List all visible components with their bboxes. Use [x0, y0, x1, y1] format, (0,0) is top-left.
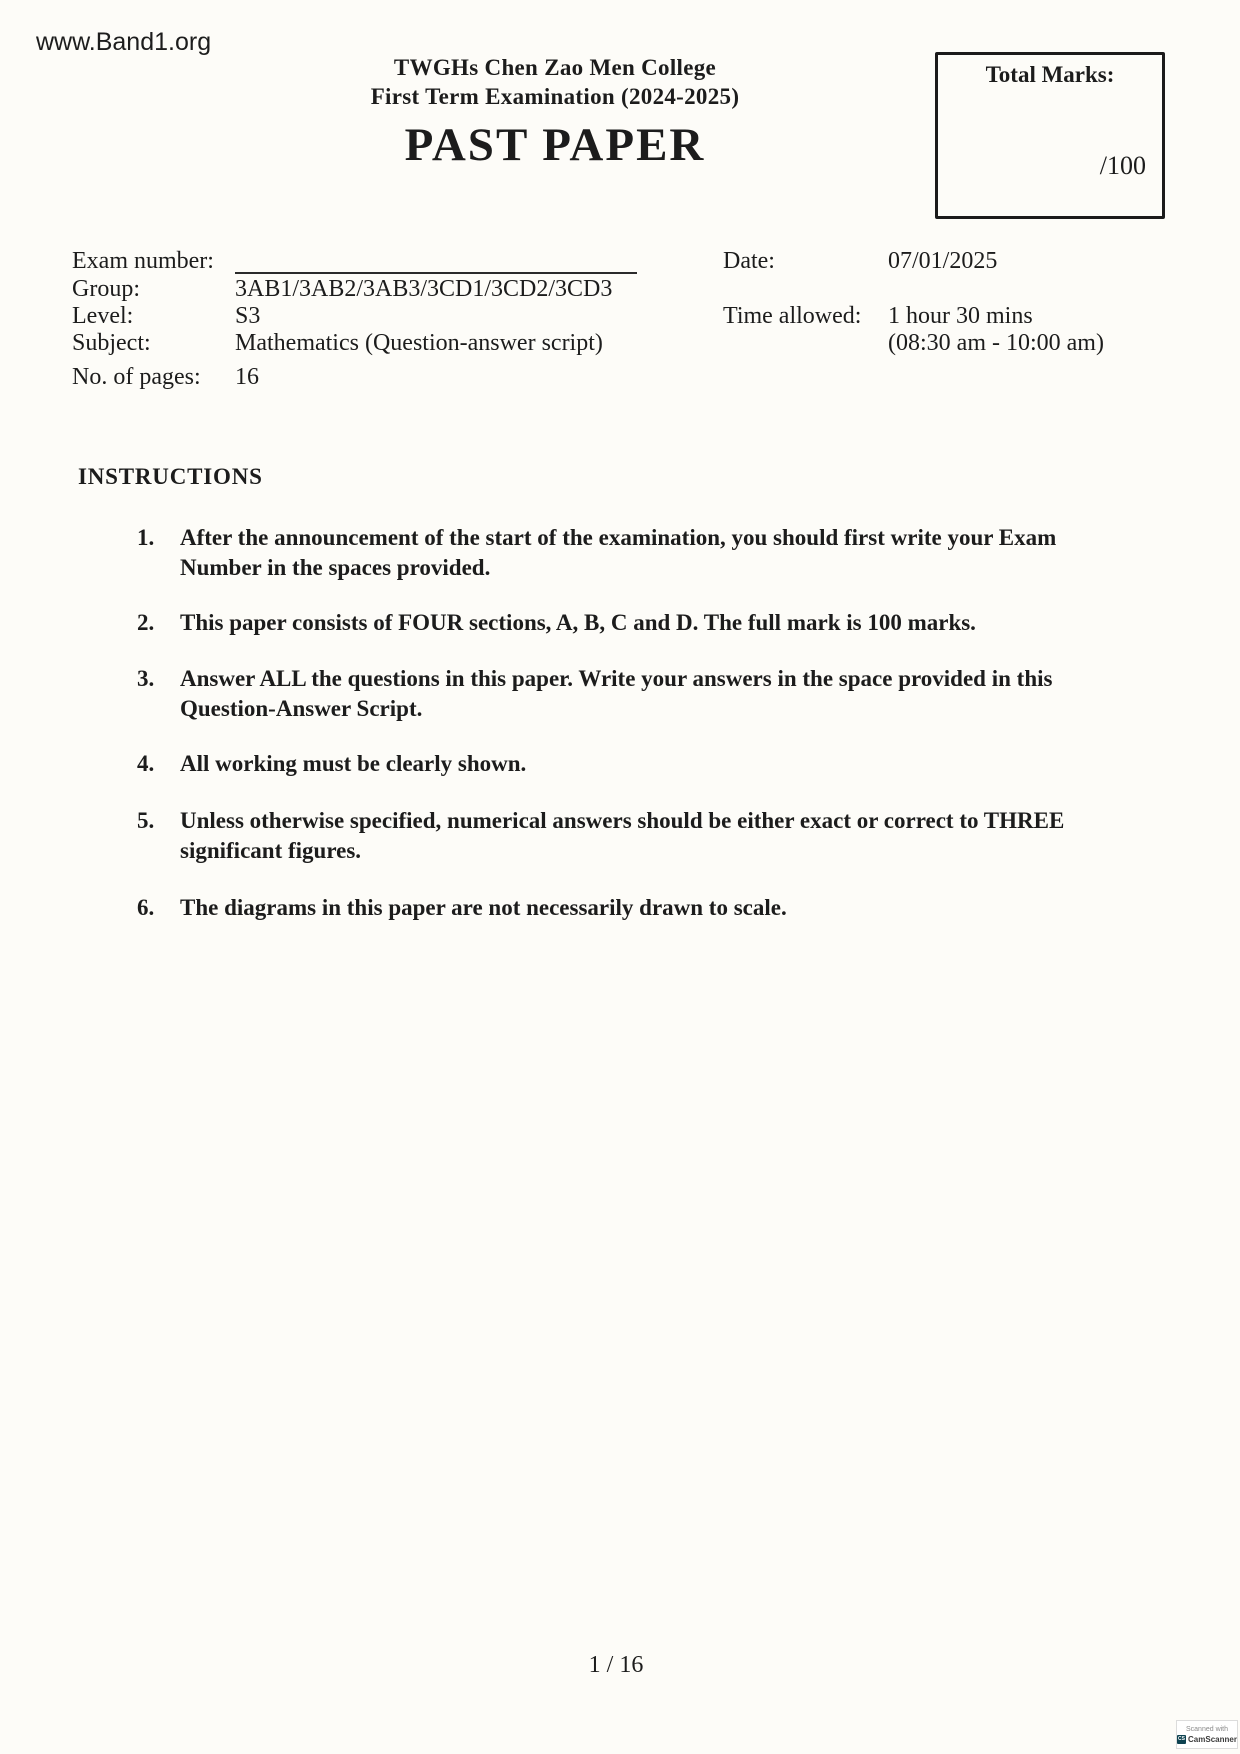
instruction-number: 6. [137, 895, 155, 920]
camscanner-icon: CS [1178, 1736, 1185, 1742]
instruction-number: 4. [137, 751, 155, 776]
instruction-text: Number in the spaces provided. [180, 555, 491, 580]
instructions-heading: INSTRUCTIONS [78, 464, 263, 489]
date-label: Date: [723, 248, 775, 274]
time-allowed-label: Time allowed: [723, 303, 862, 329]
level-label: Level: [72, 303, 134, 329]
pages-label: No. of pages: [72, 364, 201, 390]
instruction-item-6 [137, 893, 787, 923]
total-marks-value: /100 [1099, 151, 1146, 180]
instruction-item-4 [137, 749, 526, 779]
instruction-text: After the announcement of the start of the examination, you should first write your Exam [180, 525, 1057, 550]
group-label: Group: [72, 276, 140, 302]
time-allowed-range: (08:30 am - 10:00 am) [888, 330, 1104, 356]
scanned-with-label: Scanned with [1185, 1725, 1229, 1733]
instruction-text: significant figures. [180, 838, 362, 863]
group-value: 3AB1/3AB2/3AB3/3CD1/3CD2/3CD3 [235, 276, 613, 302]
instruction-text: Question-Answer Script. [180, 696, 423, 721]
instruction-item-2 [137, 608, 976, 638]
total-marks-box [935, 52, 1165, 219]
instruction-text: All working must be clearly shown. [180, 751, 527, 776]
instruction-number: 3. [137, 666, 155, 691]
camscanner-badge [1176, 1720, 1238, 1749]
instruction-text: Answer ALL the questions in this paper. Write your answers in the space provided in this [180, 666, 1053, 691]
exam-number-blank [235, 272, 637, 274]
total-marks-label: Total Marks: [985, 62, 1115, 87]
exam-title: First Term Examination (2024-2025) [370, 84, 740, 109]
instruction-text: Unless otherwise specified, numerical answers should be either exact or correct to THREE [180, 808, 1065, 833]
level-value: S3 [235, 303, 261, 329]
exam-number-label: Exam number: [72, 248, 214, 274]
subject-label: Subject: [72, 330, 151, 356]
instruction-number: 1. [137, 525, 155, 550]
instruction-text: This paper consists of FOUR sections, A, B, C and D. The full mark is 100 marks. [180, 610, 976, 635]
site-watermark: www.Band1.org [36, 28, 212, 56]
paper-type-title: PAST PAPER [404, 119, 706, 171]
instruction-number: 5. [137, 808, 155, 833]
subject-value: Mathematics (Question-answer script) [235, 330, 603, 356]
paper-header [50, 53, 1060, 172]
instruction-item-5 [137, 806, 1064, 866]
time-allowed-value: 1 hour 30 mins [888, 303, 1033, 329]
date-value: 07/01/2025 [888, 248, 998, 274]
instruction-item-1 [137, 523, 1056, 583]
instruction-number: 2. [137, 610, 155, 635]
page-number: 1 / 16 [588, 1652, 644, 1678]
camscanner-label: CamScanner [1188, 1734, 1237, 1744]
instruction-text: The diagrams in this paper are not necessarily drawn to scale. [180, 895, 787, 920]
instruction-item-3 [137, 664, 1052, 724]
pages-value: 16 [235, 364, 259, 390]
school-name: TWGHs Chen Zao Men College [393, 55, 717, 80]
